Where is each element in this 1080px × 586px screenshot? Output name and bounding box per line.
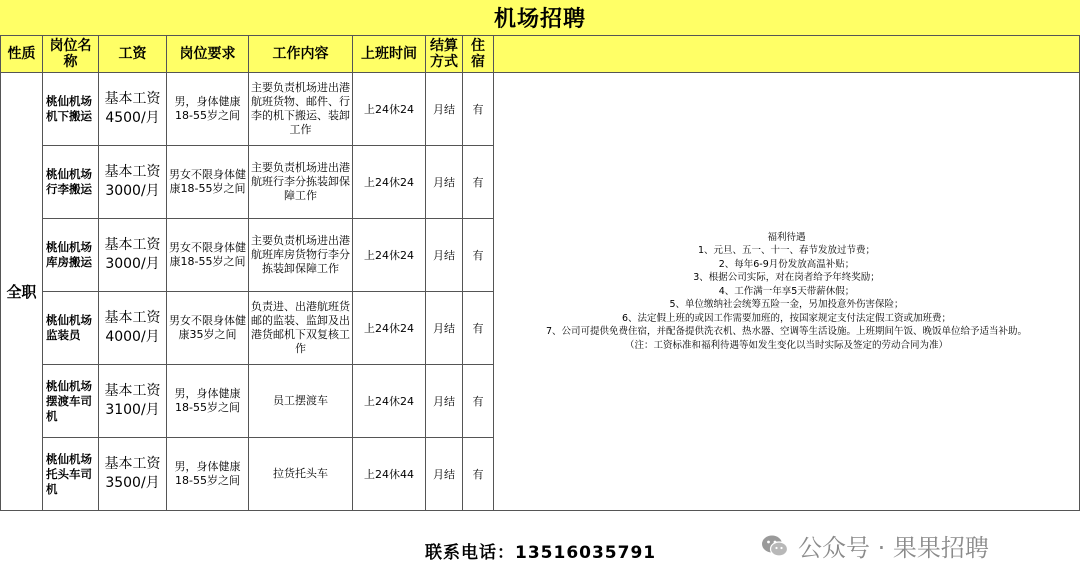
job-shift: 上24休24 (353, 365, 426, 438)
benefits-panel (494, 73, 1080, 511)
table-row (1, 73, 1080, 146)
job-pay: 基本工资 3000/月 (99, 219, 167, 292)
header-lodge: 住宿 (463, 36, 494, 73)
job-name: 桃仙机场机下搬运 (43, 73, 99, 146)
job-type-cell: 全职 (1, 73, 43, 511)
benefit-item: 1、元旦、五一、十一、春节发放过节费； (697, 245, 876, 257)
header-row (1, 36, 1080, 73)
job-lodge: 有 (463, 292, 494, 365)
job-work: 主要负责机场进出港航班货物、邮件、行李的机下搬运、装卸工作 (249, 73, 353, 146)
job-name: 桃仙机场行李搬运 (43, 146, 99, 219)
job-lodge: 有 (463, 219, 494, 292)
job-lodge: 有 (463, 365, 494, 438)
job-work: 主要负责机场进出港航班行李分拣装卸保障工作 (249, 146, 353, 219)
job-shift: 上24休44 (353, 438, 426, 511)
benefit-item: 4、工作满一年享5天带薪休假； (718, 285, 855, 297)
job-name: 桃仙机场监装员 (43, 292, 99, 365)
job-lodge: 有 (463, 438, 494, 511)
job-requirement: 男女不限身体健康35岁之间 (167, 292, 249, 365)
job-settle: 月结 (426, 146, 463, 219)
contact-number: 13516035791 (515, 543, 657, 563)
header-shift: 上班时间 (353, 36, 426, 73)
benefits-note: （注：工资标准和福利待遇等如发生变化以当时实际及签定的劳动合同为准） (624, 339, 948, 351)
job-settle: 月结 (426, 219, 463, 292)
job-requirement: 男，身体健康18-55岁之间 (167, 365, 249, 438)
wechat-icon (760, 531, 790, 561)
job-work: 主要负责机场进出港航班库房货物行李分拣装卸保障工作 (249, 219, 353, 292)
job-shift: 上24休24 (353, 219, 426, 292)
contact-phone (425, 538, 656, 563)
job-name: 桃仙机场库房搬运 (43, 219, 99, 292)
header-req: 岗位要求 (167, 36, 249, 73)
contact-label: 联系电话： (425, 543, 515, 563)
page-title: 机场招聘 (0, 0, 1080, 36)
job-settle: 月结 (426, 73, 463, 146)
benefit-item: 2、每年6-9月份发放高温补贴； (718, 258, 855, 270)
job-work: 员工摆渡车 (249, 365, 353, 438)
watermark-text: 公众号 · 果果招聘 (798, 534, 989, 562)
job-work: 拉货托头车 (249, 438, 353, 511)
job-pay: 基本工资 3000/月 (99, 146, 167, 219)
job-lodge: 有 (463, 73, 494, 146)
benefit-item: 3、根据公司实际，对在岗者给予年终奖励； (693, 272, 880, 284)
job-pay: 基本工资 4000/月 (99, 292, 167, 365)
job-requirement: 男女不限身体健康18-55岁之间 (167, 219, 249, 292)
job-shift: 上24休24 (353, 73, 426, 146)
benefit-item: 7、公司可提供免费住宿，并配备提供洗衣机、热水器、空调等生活设施。上班期间午饭、晚饭单位给予适当补助。 (545, 326, 1028, 338)
job-shift: 上24休24 (353, 146, 426, 219)
job-requirement: 男，身体健康18-55岁之间 (167, 73, 249, 146)
job-settle: 月结 (426, 292, 463, 365)
job-name: 桃仙机场摆渡车司机 (43, 365, 99, 438)
job-pay: 基本工资 3500/月 (99, 438, 167, 511)
benefit-item: 5、单位缴纳社会统筹五险一金，另加投意外伤害保险； (669, 299, 904, 311)
header-pay: 工资 (99, 36, 167, 73)
job-requirement: 男，身体健康18-55岁之间 (167, 438, 249, 511)
job-requirement: 男女不限身体健康18-55岁之间 (167, 146, 249, 219)
header-name: 岗位名称 (43, 36, 99, 73)
job-pay: 基本工资 3100/月 (99, 365, 167, 438)
header-blank (494, 36, 1080, 73)
benefits-heading: 福利待遇 (767, 231, 806, 243)
header-type: 性质 (1, 36, 43, 73)
job-name: 桃仙机场托头车司机 (43, 438, 99, 511)
job-pay: 基本工资 4500/月 (99, 73, 167, 146)
job-settle: 月结 (426, 365, 463, 438)
job-lodge: 有 (463, 146, 494, 219)
header-work: 工作内容 (249, 36, 353, 73)
watermark (760, 528, 989, 563)
job-shift: 上24休24 (353, 292, 426, 365)
benefit-item: 6、法定假上班的或因工作需要加班的，按国家规定支付法定假工资或加班费； (621, 312, 952, 324)
header-settle: 结算方式 (426, 36, 463, 73)
recruitment-table (0, 35, 1080, 511)
job-work: 负责进、出港航班货邮的监装、监卸及出港货邮机下双复核工作 (249, 292, 353, 365)
job-settle: 月结 (426, 438, 463, 511)
